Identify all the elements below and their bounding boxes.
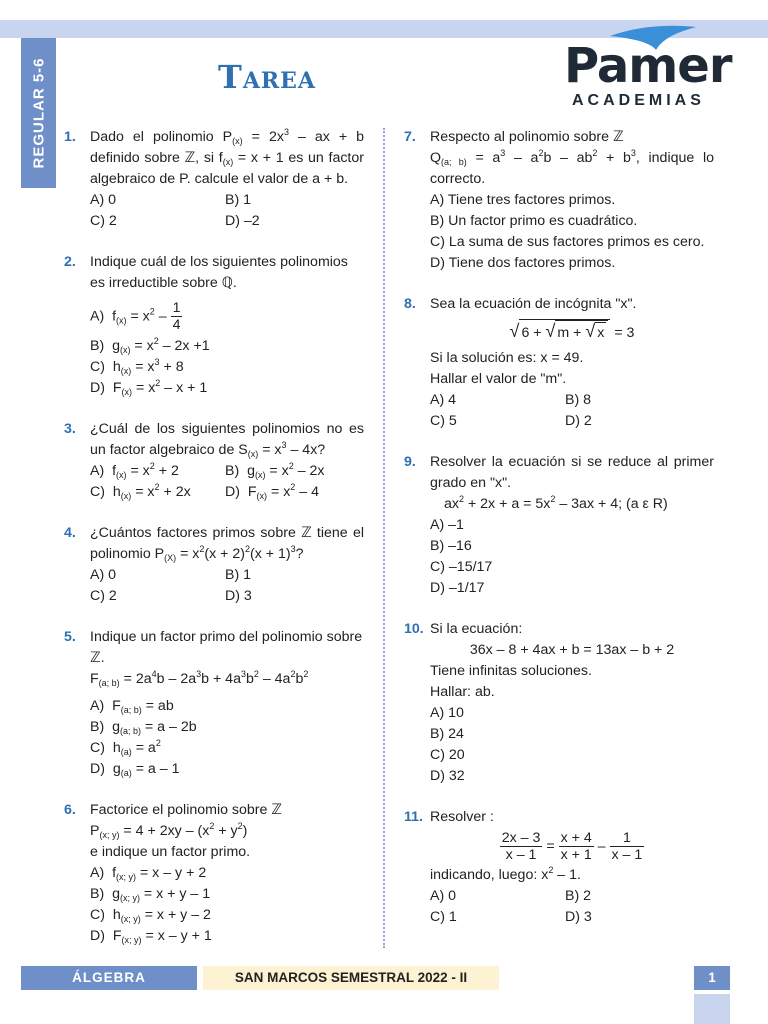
question-number: 3. (64, 421, 76, 437)
page-number: 1 (694, 966, 730, 990)
options (430, 390, 714, 432)
equation: $\frac{2x - 3}{x - 1}$ = $\frac{x + 4}{x + 1}$ – $\frac{1}{x - 1}$ (501, 830, 643, 863)
logo-brand: Pamer (564, 38, 732, 94)
question-number: 7. (404, 129, 416, 145)
option-a[interactable]: A) $f_{(x; y)} = x - y + 2$ (90, 865, 207, 882)
question-text: Dado el polinomio $P_{(x)} = 2x^3$ – ax + b definido sobre ℤ, si $f_{(x)} = x + 1$ es un factor algebraico de P. calcule el valor de a + b. (90, 127, 364, 187)
option-b[interactable]: B) $g_{(x)} = x^2 - 2x$ (225, 461, 325, 480)
option-b[interactable]: B) 1 (225, 192, 252, 208)
option-a[interactable]: A) $f_{(x)} = x^2 + 2$ (90, 461, 179, 480)
option-c[interactable]: C) 20 (430, 747, 465, 763)
polynomial: $P_{(x; y)} = 4 + 2xy - (x^2 + y^2)$ (90, 821, 248, 840)
option-a[interactable]: A) Tiene tres factores primos. (430, 192, 616, 208)
condition-text: Tiene infinitas soluciones. (430, 663, 592, 679)
option-c[interactable]: C) $h_{(a)} = a^2$ (90, 738, 161, 757)
option-d[interactable]: D) –1/17 (430, 580, 485, 596)
equation: 36x – 8 + 4ax + b = 13ax – b + 2 (469, 642, 675, 658)
question-10 (404, 619, 714, 787)
option-b[interactable]: B) $g_{(x; y)} = x + y - 1$ (90, 886, 211, 903)
question-number: 1. (64, 129, 76, 145)
question-text-end: e indique un factor primo. (90, 844, 251, 860)
page-title: Tarea (218, 58, 317, 96)
option-a[interactable]: A) $f_{(x)} = x^2$ – $\frac{1}{4}$ (90, 300, 181, 333)
side-tab-label: REGULAR 5-6 (30, 57, 47, 169)
option-b[interactable]: B) Un factor primo es cuadrático. (430, 213, 638, 229)
option-c[interactable]: C) –15/17 (430, 559, 493, 575)
option-a[interactable]: A) 10 (430, 705, 464, 721)
ask-text: Hallar el valor de "m". (430, 371, 567, 387)
question-11 (404, 807, 714, 928)
ask-text: indicando, luego: $x^2 - 1$. (430, 865, 581, 883)
question-text: Indique cuál de los siguientes polinomios es irreductible sobre ℚ. (90, 254, 348, 291)
question-number: 6. (64, 802, 76, 818)
option-d[interactable]: D) $F_{(x)} = x^2 - x + 1$ (90, 378, 208, 397)
option-b[interactable]: B) $g_{(a; b)} = a - 2b$ (90, 719, 197, 736)
question-1 (64, 127, 364, 232)
solution-text: Si la solución es: x = 49. (430, 350, 584, 366)
question-text: Sea la ecuación de incógnita "x". (430, 296, 637, 312)
question-text: Resolver la ecuación si se reduce al primer grado en "x". (430, 454, 714, 491)
option-a[interactable]: A) 0 (90, 192, 117, 208)
question-2 (64, 252, 364, 399)
options (90, 190, 364, 232)
left-column (64, 127, 364, 967)
question-text: Respecto al polinomio sobre ℤ (430, 129, 624, 145)
option-a[interactable]: A) 4 (430, 392, 457, 408)
option-d[interactable]: D) Tiene dos factores primos. (430, 255, 616, 271)
option-b[interactable]: B) 1 (225, 567, 252, 583)
option-c[interactable]: C) 2 (90, 213, 117, 229)
option-a[interactable]: A) 0 (90, 567, 117, 583)
option-d[interactable]: D) $F_{(x; y)} = x - y + 1$ (90, 928, 212, 945)
column-divider (383, 128, 385, 948)
equation: √ 6 + √ m + √ x = 3 (430, 319, 714, 344)
logo-subtitle: ACADEMIAS (572, 92, 705, 109)
option-c[interactable]: C) 5 (430, 413, 457, 429)
question-number: 2. (64, 254, 76, 270)
option-c[interactable]: C) $h_{(x)} = x^3 + 8$ (90, 357, 184, 376)
options (90, 565, 364, 607)
question-5 (64, 627, 364, 780)
option-a[interactable]: A) 0 (430, 888, 457, 904)
option-b[interactable]: B) 2 (565, 888, 592, 904)
option-c[interactable]: C) 2 (90, 588, 117, 604)
question-text: ¿Cuántos factores primos sobre ℤ tiene el polinomio $P_{(X)} = x^2(x + 2)^2(x + 1)^3$? (90, 525, 364, 563)
option-c[interactable]: C) La suma de sus factores primos es cero. (430, 234, 705, 250)
question-4 (64, 523, 364, 607)
side-tab (21, 38, 56, 188)
option-b[interactable]: B) 8 (565, 392, 592, 408)
option-d[interactable]: D) 3 (225, 588, 252, 604)
question-text: Factorice el polinomio sobre ℤ (90, 802, 282, 818)
question-number: 4. (64, 525, 76, 541)
option-d[interactable]: D) 32 (430, 768, 465, 784)
option-c[interactable]: C) 1 (430, 909, 457, 925)
option-a[interactable]: A) $F_{(a; b)}$ = ab (90, 698, 174, 715)
option-c[interactable]: C) $h_{(x)} = x^2 + 2x$ (90, 482, 191, 501)
option-a[interactable]: A) –1 (430, 517, 464, 533)
footer-course: SAN MARCOS SEMESTRAL 2022 - II (203, 966, 499, 990)
question-8 (404, 294, 714, 432)
question-number: 11. (404, 809, 423, 825)
question-text: Si la ecuación: (430, 621, 523, 637)
option-d[interactable]: D) –2 (225, 213, 260, 229)
pamer-logo (560, 22, 740, 112)
right-column (404, 127, 714, 948)
polynomial: $Q_{(a; b)} = a^3 - a^2b - ab^2 + b^3$, indique lo correcto. (430, 148, 714, 187)
option-b[interactable]: B) $g_{(x)} = x^2 - 2x +1$ (90, 336, 210, 355)
footer-subject: ÁLGEBRA (21, 966, 197, 990)
option-d[interactable]: D) $g_{(a)} = a - 1$ (90, 761, 180, 778)
question-number: 5. (64, 629, 76, 645)
question-text: Indique un factor primo del polinomio sobre ℤ. (90, 629, 363, 666)
question-number: 10. (404, 621, 424, 637)
equation: $ax^2 + 2x + a = 5x^2 - 3ax + 4$; (a ε R) (444, 494, 668, 512)
question-7 (404, 127, 714, 274)
question-text: ¿Cuál de los siguientes polinomios no es un factor algebraico de $S_{(x)} = x^3 - 4x$? (90, 421, 364, 459)
polynomial: $F_{(a; b)} = 2a^4b - 2a^3b + 4a^3b^2 - 4a^2b^2$ (90, 669, 309, 688)
options (430, 886, 714, 928)
question-number: 9. (404, 454, 416, 470)
footer-block (694, 994, 730, 1024)
options (90, 461, 364, 503)
question-9 (404, 452, 714, 599)
option-d[interactable]: D) 3 (565, 909, 592, 925)
question-number: 8. (404, 296, 416, 312)
option-b[interactable]: B) 24 (430, 726, 464, 742)
option-d[interactable]: D) 2 (565, 413, 592, 429)
option-c[interactable]: C) $h_{(x; y)} = x + y - 2$ (90, 907, 211, 924)
question-text: Resolver : (430, 809, 494, 825)
question-6 (64, 800, 364, 947)
ask-text: Hallar: ab. (430, 684, 495, 700)
option-b[interactable]: B) –16 (430, 538, 472, 554)
option-d[interactable]: D) $F_{(x)} = x^2 - 4$ (225, 482, 319, 501)
question-3 (64, 419, 364, 503)
